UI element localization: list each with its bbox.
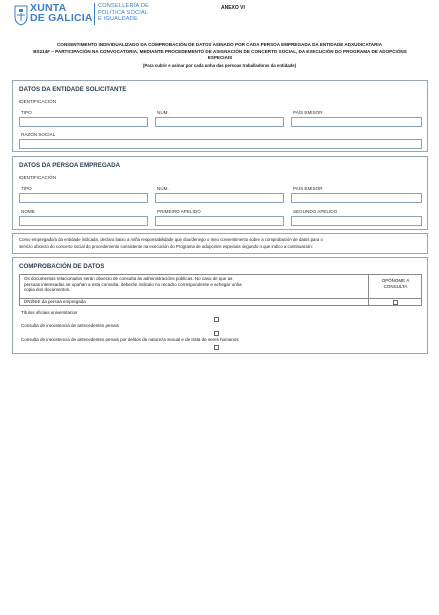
employee-num-field[interactable] — [155, 193, 284, 203]
department-line-1: CONSELLERÍA DE — [98, 3, 149, 9]
employee-section — [12, 156, 428, 230]
document-title: CONSENTIMENTO INDIVIDUALIZADO DA COMPROBACIÓN DE DATOS ASINADO POR CADA PERSOA EMPREGADA DA ENTIDADE ADXUDICATARIA — [56, 42, 383, 47]
verification-section-title: COMPROBACIÓN DE DATOS — [19, 263, 105, 270]
employee-name-field[interactable] — [19, 216, 148, 226]
employee-surname1-label: PRIMEIRO APELIDO — [157, 209, 201, 214]
employee-identification-label: IDENTIFICACIÓN — [19, 175, 57, 180]
entity-type-label: TIPO — [21, 110, 32, 115]
verification-item-3-label: Consulta de inexistencia de antecedentes penais — [21, 323, 119, 328]
entity-num-label: NÚM. — [157, 110, 169, 115]
entity-identification-label: IDENTIFICACIÓN — [19, 99, 57, 104]
verification-item-4-label: Consulta de inexistencia de antecedentes penais por delitos de natureza sexual e de trata de seres humanos — [21, 337, 239, 342]
employee-type-field[interactable] — [19, 193, 148, 203]
verification-item-3-checkbox[interactable] — [214, 331, 219, 336]
entity-country-field[interactable] — [291, 117, 422, 127]
verification-item-2-checkbox[interactable] — [214, 317, 219, 322]
employee-section-title: DATOS DA PERSOA EMPREGADA — [19, 162, 121, 169]
verification-table — [19, 274, 422, 306]
annex-label: ANEXO VI — [221, 5, 245, 11]
employee-surname2-label: SEGUNDO APELIDO — [293, 209, 338, 214]
xunta-wordmark — [30, 3, 93, 23]
declaration-line-1: Como empregado/a da entidade indicada, declaro baixo a miña responsabilidade que dou/denego o meu consentimento sobre a comprobación de datos para o — [19, 237, 323, 242]
verification-text — [24, 276, 364, 293]
entity-company-label: RAZÓN SOCIAL — [21, 132, 56, 137]
logo-line-2: DE GALICIA — [30, 12, 93, 24]
employee-surname1-field[interactable] — [155, 216, 284, 226]
employee-type-label: TIPO — [21, 186, 32, 191]
verification-item-2-label: Títulos oficiais universitarios — [21, 310, 78, 315]
entity-section-title: DATOS DA ENTIDADE SOLICITANTE — [19, 86, 127, 93]
logo-line-1: XUNTA — [30, 2, 67, 14]
table-column-divider — [368, 275, 369, 305]
verification-section — [12, 257, 428, 354]
department-name — [98, 3, 149, 23]
employee-num-label: NÚM. — [157, 186, 169, 191]
entity-section — [12, 80, 428, 152]
employee-surname2-field[interactable] — [291, 216, 422, 226]
entity-country-label: PAÍS EMISOR — [293, 110, 323, 115]
oppose-header-line-2: CONSULTA — [383, 284, 408, 289]
oppose-header — [370, 278, 421, 290]
department-line-3: E IGUALDADE — [98, 16, 138, 22]
entity-type-field[interactable] — [19, 117, 148, 127]
declaration-box — [12, 233, 428, 254]
employee-name-label: NOME — [21, 209, 35, 214]
verification-text-line-1: Os documentos relacionados serán obxecto de consulta ás administracións públicas. No caso de que as — [24, 276, 233, 281]
entity-num-field[interactable] — [155, 117, 284, 127]
document-subtitle: BS214F – PARTICIPACIÓN NA CONVOCATORIA, MEDIANTE PROCEDEMENTO DE ASIGNACIÓN DE CONCERTO SOCIAL, DA EXECUCIÓN DO PROGRAMA DE ADOPCIÓNS ESPECIAIS — [33, 49, 407, 60]
verification-item-1-label: DNI/NIE da persoa empregada — [24, 299, 86, 304]
galicia-coat-of-arms-icon — [14, 4, 28, 26]
employee-country-label: PAÍS EMISOR — [293, 186, 323, 191]
declaration-line-2: servizo obxecto do concerto social do procedemento consistente na execución do Programa de adopcións especiais segundo o que indico a continuación: — [19, 244, 313, 249]
verification-item-1-checkbox[interactable] — [393, 300, 398, 305]
verification-text-line-2: persoas interesadas se opoñan a esta consulta, deberán indicalo no recadro correspondente e achegar unha — [24, 281, 242, 287]
department-line-2: POLÍTICA SOCIAL — [98, 9, 149, 16]
verification-item-4-checkbox[interactable] — [214, 345, 219, 350]
verification-text-line-3: copia dos documentos. — [24, 287, 71, 293]
document-note: (Para cubrir e asinar por cada unha das persoas traballadoras da entidade) — [142, 63, 297, 68]
employee-country-field[interactable] — [291, 193, 422, 203]
entity-company-field[interactable] — [19, 139, 422, 149]
logo-divider — [94, 3, 95, 25]
oppose-header-line-1: OPÓÑOME Á — [381, 278, 410, 283]
